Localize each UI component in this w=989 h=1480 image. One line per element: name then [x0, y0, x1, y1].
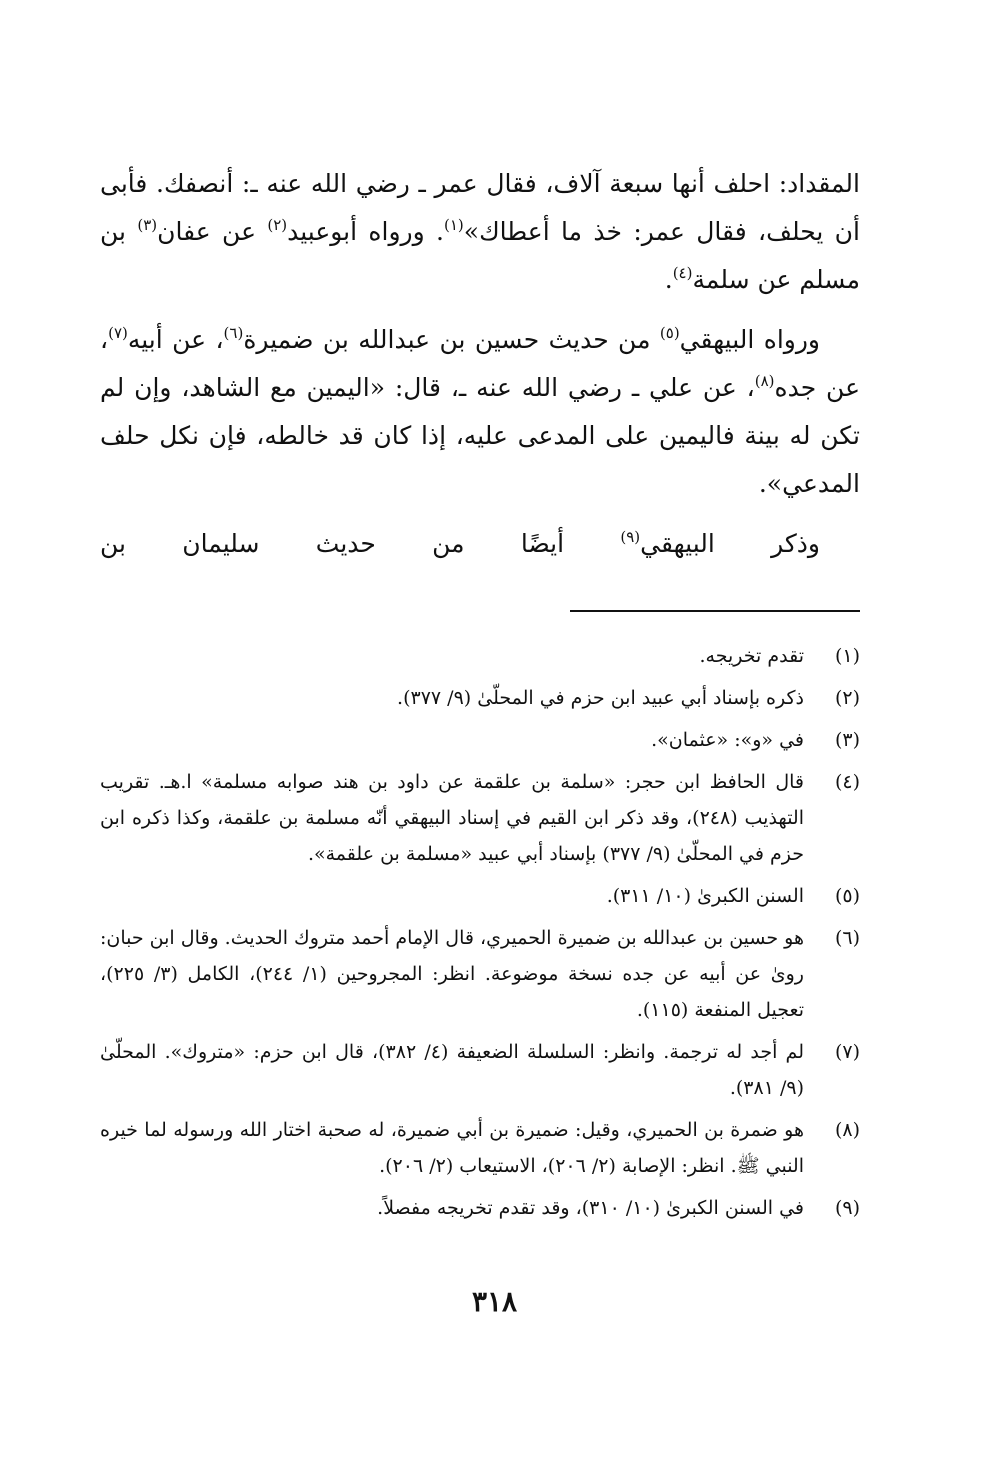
text-run: . — [664, 265, 673, 294]
footnote-number: (٧) — [834, 1041, 860, 1063]
footnote-text: السنن الكبرىٰ (١٠/ ٣١١). — [606, 885, 804, 907]
footnote-number: (٢) — [834, 687, 860, 709]
footnote-number: (٨) — [834, 1119, 860, 1141]
footnote-ref-3[interactable]: (٣) — [137, 216, 158, 234]
text-run: ورواه البيهقي — [679, 325, 820, 354]
footnote-number: (٤) — [834, 771, 860, 793]
text-run: أيضًا من حديث سليمان بن — [100, 529, 621, 558]
text-run: من حديث حسين بن عبدالله بن ضميرة — [243, 325, 660, 354]
footnote-text: هو ضمرة بن الحميري، وقيل: ضميرة بن أبي ضميرة، له صحبة اختار الله ورسوله لما خيره النبي ﷺ. انظر: الإصابة (٢/ ٢٠٦)، الاستيعاب (٢/ ٢٠٦). — [100, 1119, 804, 1177]
main-text — [100, 160, 860, 568]
footnote-number: (٦) — [834, 927, 860, 949]
footnote-ref-2[interactable]: (٢) — [267, 216, 288, 234]
text-run: المقداد: احلف أنها سبعة آلاف، فقال عمر ـ رضي الله عنه ـ: أنصفك. فأبى أن يحلف، فقال عمر: خذ ما أعطاك» — [100, 169, 860, 246]
page-number: ٣١٨ — [471, 1285, 518, 1318]
paragraph-3 — [100, 520, 860, 568]
text-run: وذكر البيهقي — [640, 529, 820, 558]
footnote — [100, 1190, 860, 1226]
footnote-number: (٩) — [834, 1197, 860, 1219]
footnote — [100, 878, 860, 914]
text-run: ، عن علي ـ رضي الله عنه ـ، قال: «اليمين مع الشاهد، وإن لم تكن له بينة فاليمين على المدعى عليه، إذا كان قد خالطه، فإن نكل حلف المدعي». — [100, 373, 860, 498]
text-run: . ورواه أبوعبيد — [287, 217, 444, 246]
footnote-text: قال الحافظ ابن حجر: «سلمة بن علقمة عن داود بن هند صوابه مسلمة» ا.هـ. تقريب التهذيب (٢٤٨)، وقد ذكر ابن القيم في إسناد البيهقي أنّه مسلمة بن علقمة، وكذا ذكره ابن حزم في المحلّىٰ (٩/ ٣٧٧) بإسناد أبي عبيد «مسلمة بن علقمة». — [100, 771, 804, 865]
footnote-separator — [570, 610, 860, 612]
footnote — [100, 920, 860, 1028]
text-run: بن مسلم عن سلمة — [100, 217, 860, 294]
footnote-ref-6[interactable]: (٦) — [223, 324, 244, 342]
footnote-text: لم أجد له ترجمة. وانظر: السلسلة الضعيفة (٤/ ٣٨٢)، قال ابن حزم: «متروك». المحلّىٰ (٩/ ٣٨١). — [100, 1041, 804, 1099]
footnote — [100, 680, 860, 716]
text-run: ، عن أبيه — [127, 325, 224, 354]
text-run: عن عفان — [157, 217, 268, 246]
footnote-ref-9[interactable]: (٩) — [620, 528, 641, 546]
footnote — [100, 1112, 860, 1184]
footnote-number: (٣) — [834, 729, 860, 751]
footnote-ref-7[interactable]: (٧) — [108, 324, 128, 342]
footnote — [100, 764, 860, 872]
footnote-ref-4[interactable]: (٤) — [672, 264, 693, 282]
footnote-number: (٥) — [834, 885, 860, 907]
footnote-ref-5[interactable]: (٥) — [659, 324, 680, 342]
footnote-text: في «و»: «عثمان». — [651, 729, 804, 751]
paragraph-2 — [100, 316, 860, 508]
footnote-number: (١) — [834, 645, 860, 667]
footnote-ref-8[interactable]: (٨) — [754, 372, 775, 390]
footnote-text: في السنن الكبرىٰ (١٠/ ٣١٠)، وقد تقدم تخريجه مفصلاً. — [377, 1197, 804, 1219]
footnote-ref-1[interactable]: (١) — [444, 216, 464, 234]
footnote — [100, 722, 860, 758]
text-run: ، عن جده — [100, 325, 860, 402]
footnotes — [100, 638, 860, 1232]
footnote — [100, 638, 860, 674]
footnote-text: ذكره بإسناد أبي عبيد ابن حزم في المحلّىٰ (٩/ ٣٧٧). — [397, 687, 804, 709]
paragraph-1 — [100, 160, 860, 304]
footnote-text: تقدم تخريجه. — [699, 645, 804, 667]
footnote-text: هو حسين بن عبدالله بن ضميرة الحميري، قال الإمام أحمد متروك الحديث. وقال ابن حبان: روىٰ عن أبيه عن جده نسخة موضوعة. انظر: المجروحين (١/ ٢٤٤)، الكامل (٣/ ٢٢٥)، تعجيل المنفعة (١١٥). — [100, 927, 804, 1021]
footnote — [100, 1034, 860, 1106]
